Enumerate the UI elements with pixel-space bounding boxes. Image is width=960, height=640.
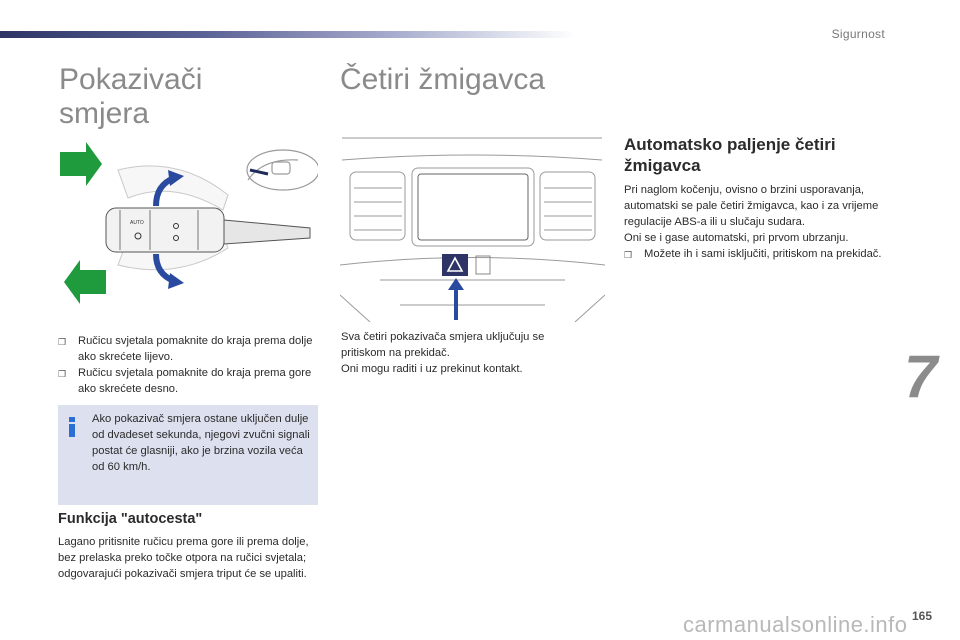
bullet-item [58, 365, 320, 397]
section-label: Sigurnost [831, 27, 885, 41]
auto-hazard-text [624, 182, 886, 263]
info-box [58, 405, 318, 505]
info-text: Ako pokazivač smjera ostane uključen dulje od dvadeset sekunda, njegovi zvučni signali postat će glasniji, ako je brzina vozila veća od 60 km/h. [92, 413, 310, 473]
middle-text-line-2: Oni mogu raditi i uz prekinut kontakt. [341, 363, 523, 375]
chapter-number: 7 [904, 343, 938, 410]
page-title-hazard: Četiri žmigavca [340, 63, 546, 96]
bullet-text: Možete ih i sami isključiti, pritiskom na prekidač. [644, 248, 882, 260]
dashboard-hazard-illustration [340, 130, 605, 322]
bullet-mark: ❒ [624, 250, 633, 260]
function-text: Lagano pritisnite ručicu prema gore ili prema dolje, bez prelaska preko točke otpora na ručici svjetala; odgovarajući pokazivači smjera triput će se upaliti. [58, 536, 309, 580]
bullet-text: Ručicu svjetala pomaknite do kraja prema gore ako skrećete desno. [78, 367, 312, 395]
info-icon [65, 417, 79, 437]
arrow-left-icon [64, 260, 106, 304]
bullet-item [58, 333, 320, 365]
watermark: carmanualsonline.info [683, 612, 908, 637]
stalk-auto-label: AUTO [130, 220, 144, 226]
function-heading: Funkcija "autocesta" [58, 511, 203, 527]
header-gradient-bar [0, 31, 575, 38]
bullet-item [624, 246, 886, 263]
middle-text-line-1: Sva četiri pokazivača smjera uključuju se pritiskom na prekidač. [341, 331, 545, 359]
bullet-mark: ❒ [58, 337, 67, 347]
page-number: 165 [912, 609, 933, 623]
title-line-2: smjera [59, 97, 150, 130]
auto-hazard-paragraph-2: Oni se i gase automatski, pri prvom ubrzanju. [624, 232, 849, 244]
left-instructions [58, 333, 320, 397]
auto-hazard-paragraph: Pri naglom kočenju, ovisno o brzini usporavanja, automatski se pale četiri žmigavca, kao i za vrijeme regulacije ABS-a ili u slučaju sudara. [624, 184, 879, 228]
page-title-indicators [59, 63, 299, 131]
bullet-mark: ❒ [58, 369, 67, 379]
arrow-right-icon [60, 142, 102, 186]
indicator-stalk-illustration [58, 140, 318, 320]
title-line-1: Pokazivači [59, 63, 203, 96]
middle-text [341, 329, 591, 377]
auto-hazard-heading: Automatsko paljenje četiri žmigavca [624, 135, 836, 175]
bullet-text: Ručicu svjetala pomaknite do kraja prema dolje ako skrećete lijevo. [78, 335, 313, 363]
